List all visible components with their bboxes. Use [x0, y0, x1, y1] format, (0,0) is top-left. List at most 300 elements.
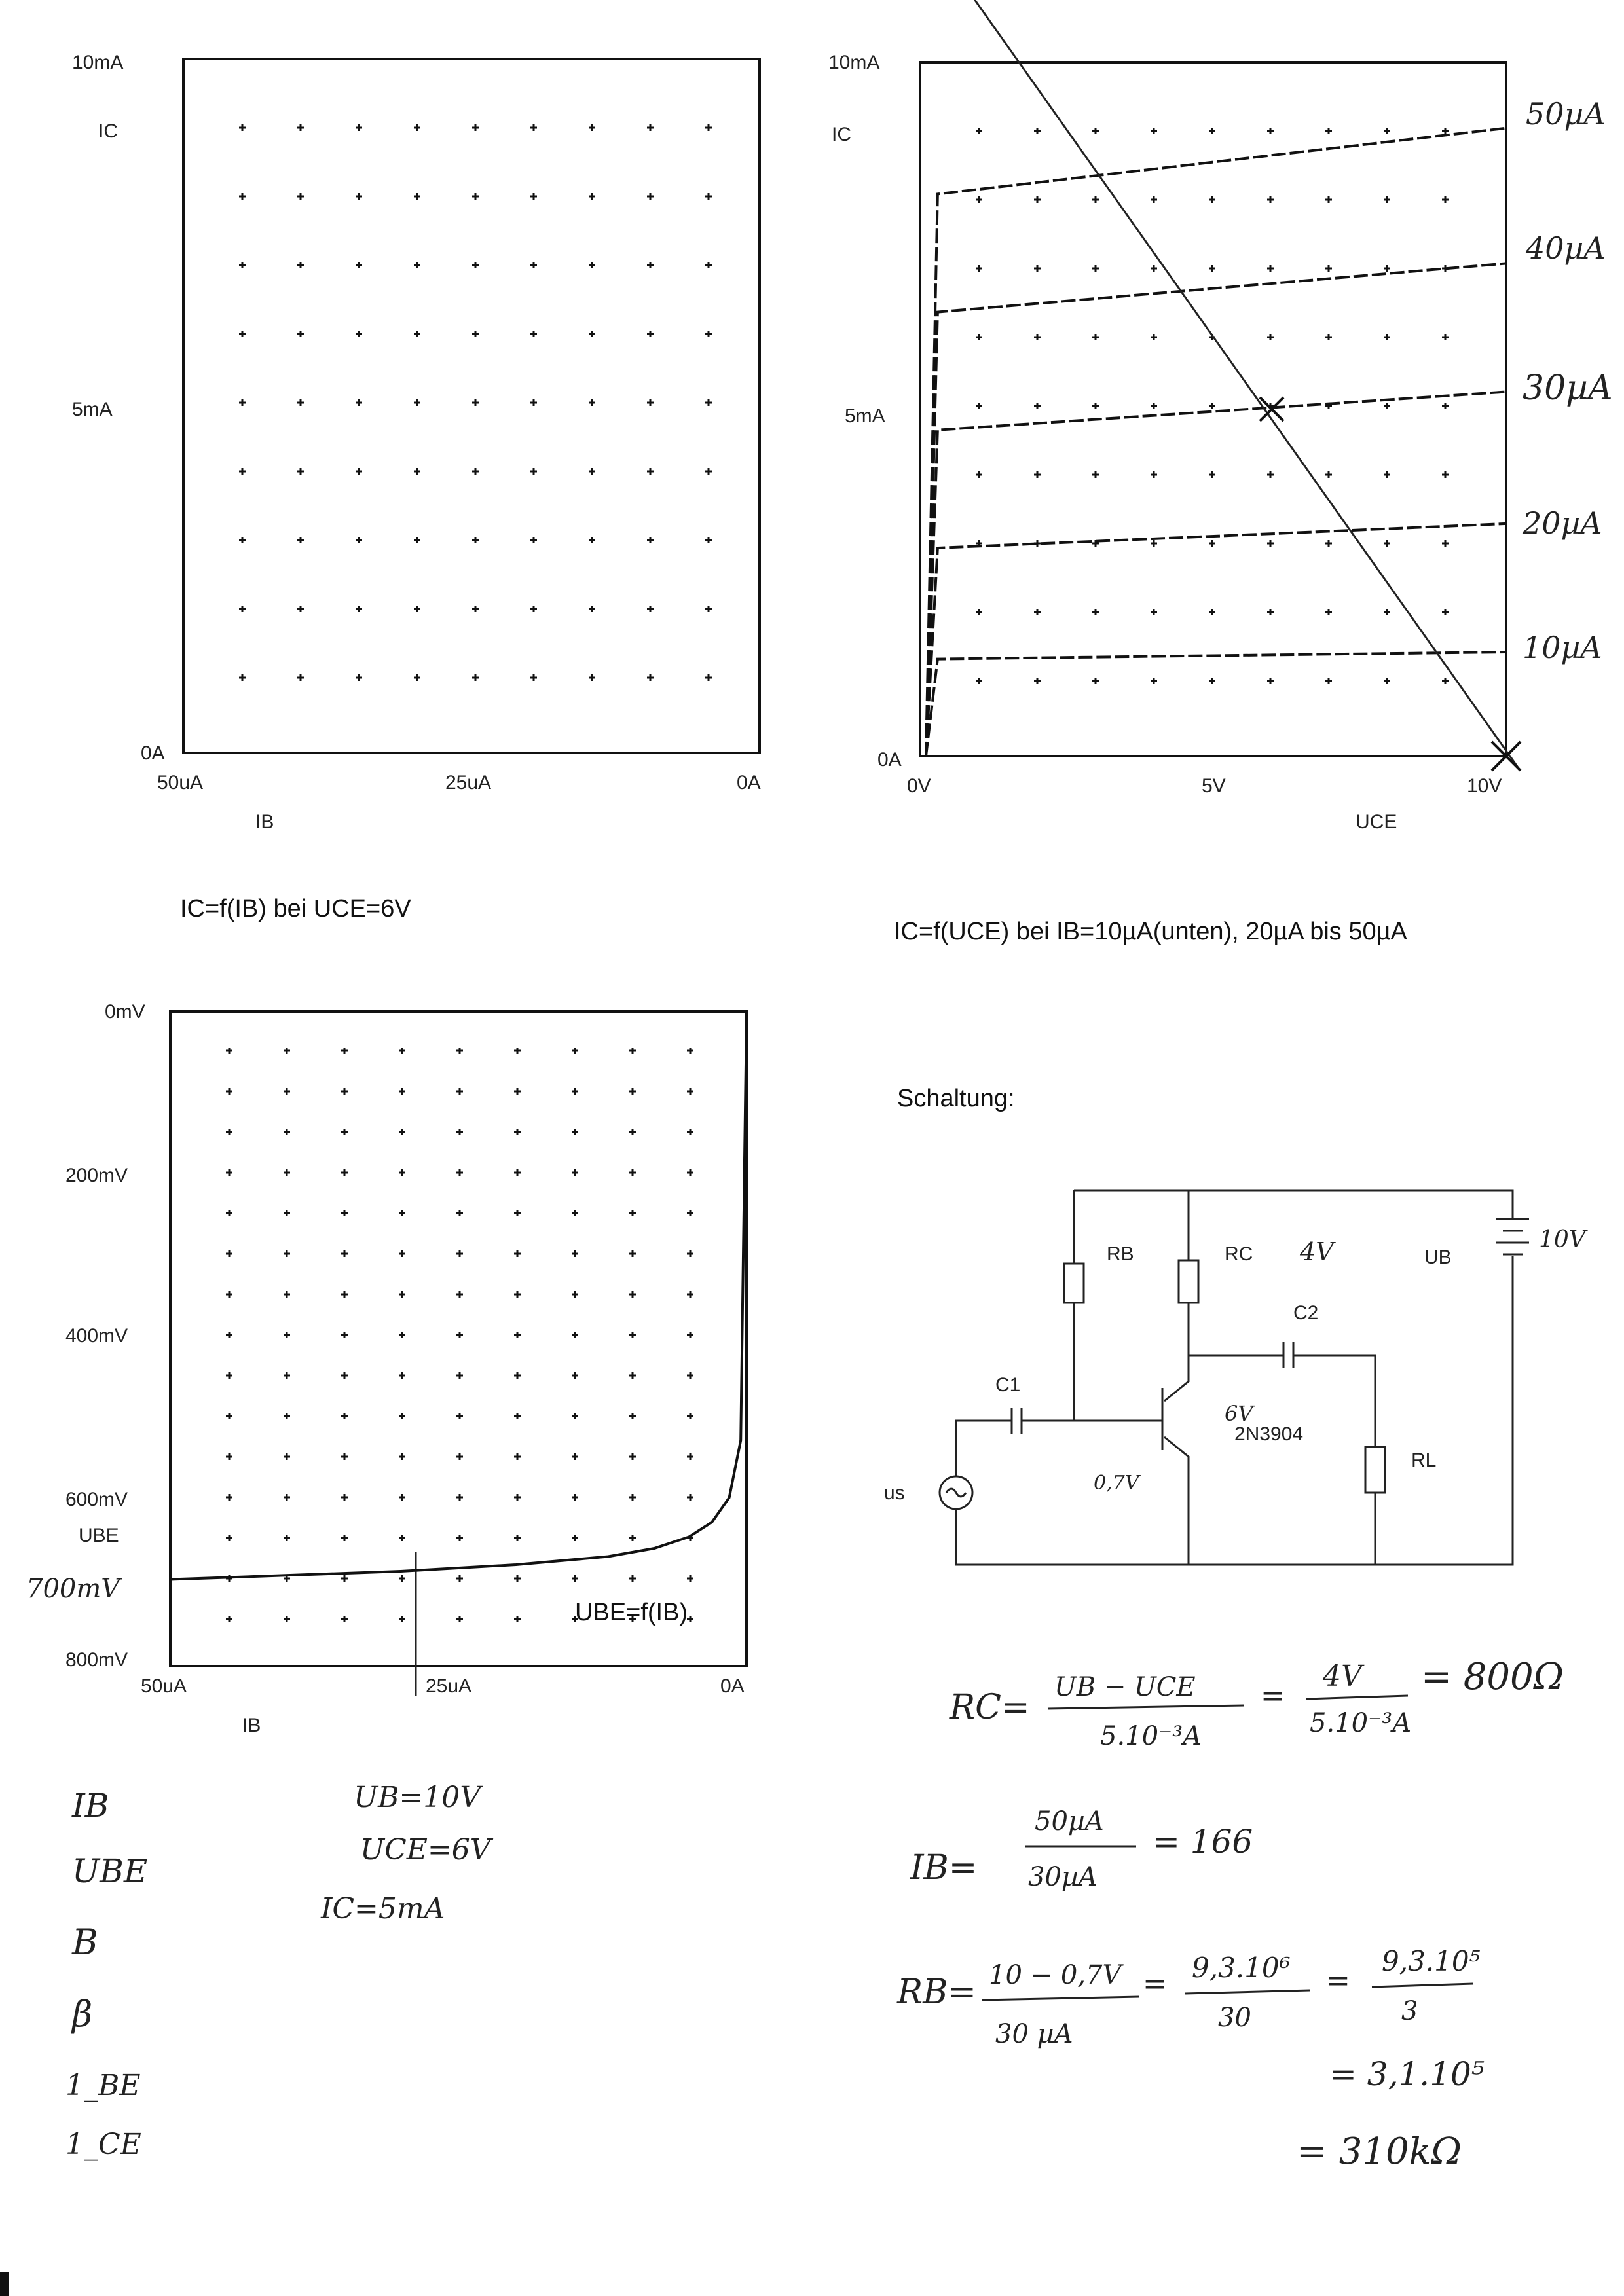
ib-calculation — [910, 1806, 1253, 1892]
grid-dot — [1092, 265, 1099, 272]
grid-dot — [356, 399, 362, 406]
curve-label-50ua: 50µA — [1526, 96, 1606, 132]
grid-dot — [399, 1210, 405, 1216]
capacitor-c1 — [1012, 1408, 1022, 1434]
grid-dot — [687, 1250, 693, 1257]
grid-dot — [284, 1129, 290, 1135]
grid-dot — [1151, 334, 1157, 340]
grid-dot — [1325, 678, 1332, 684]
grid-dot — [705, 537, 712, 543]
grid-dot — [1384, 196, 1390, 203]
resistor-rb — [1064, 1264, 1084, 1303]
grid-dot — [589, 399, 595, 406]
grid-dot — [399, 1535, 405, 1541]
grid-dot — [687, 1291, 693, 1298]
grid-dot — [647, 606, 654, 612]
grid-dot — [341, 1210, 348, 1216]
rb-step2-bar — [1185, 1990, 1310, 1994]
grid-dot — [514, 1332, 521, 1338]
grid-dot — [239, 537, 246, 543]
grid-dot — [589, 537, 595, 543]
chart-bl-ytick-600: 600mV — [65, 1489, 128, 1510]
grid-dot — [414, 606, 420, 612]
grid-dot — [284, 1250, 290, 1257]
ib-result: = 166 — [1153, 1823, 1253, 1861]
note-rc-voltage: 4V — [1300, 1237, 1334, 1266]
output-curve — [926, 128, 1506, 756]
grid-dot — [1267, 609, 1274, 615]
grid-dot — [284, 1413, 290, 1419]
note-ube: 0,7V — [1094, 1472, 1139, 1495]
grid-dot — [1151, 196, 1157, 203]
grid-dot — [629, 1250, 636, 1257]
grid-dot — [226, 1453, 232, 1460]
transistor-2n3904 — [1162, 1355, 1189, 1565]
grid-dot — [530, 537, 537, 543]
grid-dot — [341, 1616, 348, 1622]
grid-dot — [976, 403, 982, 409]
grid-dot — [399, 1453, 405, 1460]
grid-dot — [356, 674, 362, 681]
rb-result: = 310kΩ — [1297, 2130, 1462, 2173]
grid-dot — [226, 1616, 232, 1622]
grid-dot — [572, 1494, 578, 1501]
grid-dot — [1267, 196, 1274, 203]
grid-dot — [456, 1616, 463, 1622]
chart-tl-ytick-mid: 5mA — [72, 399, 113, 420]
given-ub: UB=10V — [354, 1781, 481, 1814]
grid-dot — [399, 1169, 405, 1176]
grid-dot — [1442, 196, 1449, 203]
grid-dot — [456, 1048, 463, 1054]
grid-dot — [341, 1169, 348, 1176]
label-us: us — [884, 1482, 905, 1504]
grid-dot — [226, 1088, 232, 1095]
grid-dot — [341, 1291, 348, 1298]
grid-dot — [297, 468, 304, 475]
chart-tl-grid — [239, 124, 712, 681]
grid-dot — [687, 1413, 693, 1419]
grid-dot — [1034, 128, 1041, 134]
grid-dot — [456, 1291, 463, 1298]
grid-dot — [399, 1291, 405, 1298]
rb-calculation — [896, 1945, 1485, 2173]
grid-dot — [629, 1494, 636, 1501]
grid-dot — [226, 1048, 232, 1054]
grid-dot — [1209, 609, 1215, 615]
grid-dot — [399, 1332, 405, 1338]
grid-dot — [356, 537, 362, 543]
grid-dot — [1384, 678, 1390, 684]
grid-dot — [1325, 609, 1332, 615]
grid-dot — [297, 399, 304, 406]
grid-dot — [976, 196, 982, 203]
grid-dot — [1325, 196, 1332, 203]
grid-dot — [1209, 128, 1215, 134]
rc-frac1-num: UB − UCE — [1054, 1672, 1196, 1702]
grid-dot — [341, 1129, 348, 1135]
chart-tr-xtick-mid: 5V — [1202, 775, 1226, 797]
label-rc: RC — [1225, 1243, 1253, 1265]
grid-dot — [572, 1048, 578, 1054]
grid-dot — [239, 606, 246, 612]
chart-tl-ytick-bottom: 0A — [141, 742, 165, 764]
chart-ic-uce — [828, 0, 1613, 945]
grid-dot — [399, 1372, 405, 1379]
grid-dot — [629, 1210, 636, 1216]
grid-dot — [1034, 678, 1041, 684]
grid-dot — [705, 331, 712, 337]
grid-dot — [687, 1169, 693, 1176]
output-curve — [926, 524, 1506, 756]
grid-dot — [1151, 471, 1157, 478]
grid-dot — [514, 1494, 521, 1501]
chart-tr-caption: IC=f(UCE) bei IB=10µA(unten), 20µA bis 50µA — [894, 918, 1407, 945]
grid-dot — [472, 537, 479, 543]
grid-dot — [341, 1413, 348, 1419]
grid-dot — [1151, 609, 1157, 615]
grid-dot — [399, 1088, 405, 1095]
grid-dot — [572, 1372, 578, 1379]
label-transistor: 2N3904 — [1234, 1423, 1304, 1445]
grid-dot — [1034, 196, 1041, 203]
grid-dot — [647, 331, 654, 337]
grid-dot — [341, 1494, 348, 1501]
grid-dot — [629, 1048, 636, 1054]
chart-tr-xtick-right: 10V — [1467, 775, 1502, 797]
grid-dot — [514, 1413, 521, 1419]
rc-frac1-bar — [1048, 1705, 1244, 1709]
rc-calculation — [949, 1656, 1564, 1751]
grid-dot — [226, 1535, 232, 1541]
ube-ib-curve — [170, 1015, 747, 1580]
chart-tl-xtick-left: 50uA — [157, 772, 204, 793]
note-ub-voltage: 10V — [1539, 1226, 1586, 1253]
grid-dot — [589, 606, 595, 612]
grid-dot — [687, 1453, 693, 1460]
grid-dot — [1034, 403, 1041, 409]
grid-dot — [456, 1210, 463, 1216]
grid-dot — [572, 1413, 578, 1419]
grid-dot — [239, 399, 246, 406]
grid-dot — [1442, 609, 1449, 615]
circuit-schematic — [884, 1085, 1589, 1565]
grid-dot — [1267, 265, 1274, 272]
rb-step3-bar — [1372, 1984, 1473, 1987]
grid-dot — [456, 1413, 463, 1419]
chart-bl-ytick-800: 800mV — [65, 1649, 128, 1671]
grid-dot — [414, 124, 420, 131]
grid-dot — [1092, 196, 1099, 203]
handwritten-givens — [320, 1781, 494, 1925]
grid-dot — [514, 1575, 521, 1582]
capacitor-c2 — [1283, 1342, 1293, 1368]
wire-rc-branch — [1189, 1190, 1375, 1565]
rb-num: 10 − 0,7V — [989, 1960, 1122, 1990]
grid-dot — [456, 1129, 463, 1135]
grid-dot — [629, 1291, 636, 1298]
grid-dot — [1209, 196, 1215, 203]
grid-dot — [399, 1129, 405, 1135]
grid-dot — [976, 678, 982, 684]
grid-dot — [399, 1048, 405, 1054]
grid-dot — [647, 537, 654, 543]
grid-dot — [1325, 265, 1332, 272]
grid-dot — [341, 1250, 348, 1257]
rb-step2-den: 30 — [1218, 2003, 1251, 2033]
grid-dot — [456, 1088, 463, 1095]
given-ic: IC=5mA — [321, 1892, 445, 1925]
grid-dot — [1034, 265, 1041, 272]
given-uce: UCE=6V — [360, 1833, 491, 1867]
label-c1: C1 — [995, 1374, 1021, 1396]
grid-dot — [705, 399, 712, 406]
grid-dot — [284, 1494, 290, 1501]
grid-dot — [589, 331, 595, 337]
grid-dot — [1325, 334, 1332, 340]
grid-dot — [341, 1535, 348, 1541]
grid-dot — [1034, 334, 1041, 340]
chart-ube-ib — [26, 1001, 747, 1736]
rc-eq1: = — [1261, 1679, 1285, 1713]
grid-dot — [1092, 403, 1099, 409]
wire-top-rail — [1074, 1190, 1513, 1211]
grid-dot — [514, 1535, 521, 1541]
grid-dot — [514, 1453, 521, 1460]
scan-corner-mark — [0, 2272, 9, 2296]
grid-dot — [514, 1291, 521, 1298]
grid-dot — [456, 1494, 463, 1501]
grid-dot — [530, 193, 537, 200]
chart-tl-caption: IC=f(IB) bei UCE=6V — [180, 895, 411, 922]
grid-dot — [456, 1535, 463, 1541]
list-b: B — [72, 1922, 98, 1963]
grid-dot — [572, 1453, 578, 1460]
grid-dot — [530, 606, 537, 612]
grid-dot — [297, 537, 304, 543]
chart-bl-xlabel: IB — [242, 1715, 261, 1736]
rc-result: = 800Ω — [1421, 1656, 1564, 1698]
grid-dot — [514, 1129, 521, 1135]
rc-lhs: RC= — [950, 1688, 1030, 1727]
chart-tr-ylabel: IC — [832, 124, 851, 145]
rb-eq2: = — [1326, 1964, 1350, 1997]
grid-dot — [976, 128, 982, 134]
grid-dot — [976, 265, 982, 272]
grid-dot — [589, 262, 595, 268]
ib-den: 30µA — [1028, 1862, 1098, 1892]
grid-dot — [705, 674, 712, 681]
grid-dot — [530, 262, 537, 268]
grid-dot — [705, 193, 712, 200]
grid-dot — [284, 1210, 290, 1216]
chart-ic-ib — [72, 52, 761, 922]
grid-dot — [284, 1088, 290, 1095]
grid-dot — [472, 262, 479, 268]
grid-dot — [456, 1372, 463, 1379]
grid-dot — [1384, 403, 1390, 409]
grid-dot — [1442, 540, 1449, 547]
chart-tl-frame — [183, 59, 760, 753]
grid-dot — [647, 124, 654, 131]
grid-dot — [414, 331, 420, 337]
chart-bl-ytick-200: 200mV — [65, 1165, 128, 1186]
chart-bl-xtick-left: 50uA — [141, 1675, 187, 1697]
chart-tr-xlabel: UCE — [1356, 811, 1397, 833]
grid-dot — [297, 606, 304, 612]
grid-dot — [226, 1291, 232, 1298]
grid-dot — [687, 1616, 693, 1622]
grid-dot — [1267, 128, 1274, 134]
grid-dot — [1209, 265, 1215, 272]
grid-dot — [226, 1494, 232, 1501]
grid-dot — [1442, 471, 1449, 478]
chart-bl-xtick-right: 0A — [720, 1675, 745, 1697]
chart-tr-curves — [926, 0, 1521, 771]
grid-dot — [284, 1535, 290, 1541]
grid-dot — [1209, 540, 1215, 547]
grid-dot — [1151, 128, 1157, 134]
grid-dot — [514, 1048, 521, 1054]
grid-dot — [1151, 403, 1157, 409]
grid-dot — [226, 1250, 232, 1257]
grid-dot — [1384, 609, 1390, 615]
grid-dot — [1384, 128, 1390, 134]
grid-dot — [589, 674, 595, 681]
grid-dot — [1151, 265, 1157, 272]
grid-dot — [1384, 540, 1390, 547]
grid-dot — [341, 1372, 348, 1379]
rc-frac2-bar — [1306, 1696, 1408, 1699]
grid-dot — [226, 1372, 232, 1379]
grid-dot — [1384, 471, 1390, 478]
grid-dot — [514, 1250, 521, 1257]
grid-dot — [284, 1169, 290, 1176]
grid-dot — [472, 124, 479, 131]
list-1-be: 1_BE — [65, 2069, 141, 2102]
grid-dot — [1092, 609, 1099, 615]
grid-dot — [472, 468, 479, 475]
curve-label-10ua: 10µA — [1522, 630, 1602, 665]
grid-dot — [1209, 403, 1215, 409]
output-curve — [926, 263, 1506, 756]
grid-dot — [705, 124, 712, 131]
grid-dot — [341, 1088, 348, 1095]
grid-dot — [1034, 471, 1041, 478]
grid-dot — [687, 1494, 693, 1501]
grid-dot — [514, 1210, 521, 1216]
grid-dot — [514, 1088, 521, 1095]
grid-dot — [705, 262, 712, 268]
grid-dot — [414, 399, 420, 406]
grid-dot — [530, 468, 537, 475]
grid-dot — [572, 1535, 578, 1541]
grid-dot — [226, 1129, 232, 1135]
grid-dot — [572, 1575, 578, 1582]
list-ube: UBE — [72, 1852, 148, 1890]
grid-dot — [705, 468, 712, 475]
grid-dot — [297, 331, 304, 337]
rb-step3-den: 3 — [1401, 1996, 1418, 2026]
grid-dot — [284, 1453, 290, 1460]
grid-dot — [530, 124, 537, 131]
grid-dot — [647, 193, 654, 200]
grid-dot — [1151, 540, 1157, 547]
ib-num: 50µA — [1035, 1806, 1104, 1836]
grid-dot — [629, 1413, 636, 1419]
grid-dot — [414, 193, 420, 200]
handwritten-left-list — [65, 1787, 147, 2161]
battery-ub — [1375, 1211, 1529, 1565]
resistor-rl — [1365, 1447, 1385, 1493]
grid-dot — [399, 1413, 405, 1419]
output-curve — [926, 652, 1506, 756]
grid-dot — [456, 1169, 463, 1176]
rb-step4: = 3,1.10⁵ — [1329, 2055, 1485, 2093]
grid-dot — [341, 1332, 348, 1338]
grid-dot — [629, 1372, 636, 1379]
grid-dot — [647, 468, 654, 475]
rc-frac2-num: 4V — [1323, 1660, 1362, 1693]
grid-dot — [356, 606, 362, 612]
grid-dot — [341, 1048, 348, 1054]
grid-dot — [456, 1453, 463, 1460]
grid-dot — [530, 399, 537, 406]
grid-dot — [414, 537, 420, 543]
grid-dot — [297, 262, 304, 268]
grid-dot — [687, 1210, 693, 1216]
label-rl: RL — [1411, 1449, 1437, 1471]
grid-dot — [239, 262, 246, 268]
grid-dot — [414, 262, 420, 268]
grid-dot — [1151, 678, 1157, 684]
grid-dot — [284, 1291, 290, 1298]
chart-bl-ytick-400: 400mV — [65, 1325, 128, 1347]
chart-bl-curve-label: UBE=f(IB) — [575, 1599, 688, 1626]
list-beta: β — [72, 1994, 93, 2035]
grid-dot — [687, 1332, 693, 1338]
grid-dot — [1442, 678, 1449, 684]
curve-label-30ua: 30µA — [1522, 369, 1613, 408]
chart-bl-ytick-0: 0mV — [105, 1001, 145, 1023]
grid-dot — [284, 1372, 290, 1379]
grid-dot — [472, 399, 479, 406]
rc-frac2-den: 5.10⁻³A — [1310, 1708, 1412, 1738]
chart-tl-xlabel: IB — [255, 811, 274, 833]
grid-dot — [226, 1169, 232, 1176]
grid-dot — [589, 468, 595, 475]
grid-dot — [472, 331, 479, 337]
chart-tl-xtick-right: 0A — [737, 772, 761, 793]
grid-dot — [226, 1332, 232, 1338]
grid-dot — [514, 1372, 521, 1379]
grid-dot — [589, 124, 595, 131]
grid-dot — [1209, 678, 1215, 684]
grid-dot — [1092, 678, 1099, 684]
grid-dot — [284, 1332, 290, 1338]
grid-dot — [1209, 471, 1215, 478]
chart-tr-ytick-bottom: 0A — [877, 749, 902, 771]
grid-dot — [705, 606, 712, 612]
grid-dot — [472, 674, 479, 681]
grid-dot — [1325, 128, 1332, 134]
grid-dot — [399, 1575, 405, 1582]
grid-dot — [629, 1129, 636, 1135]
grid-dot — [239, 193, 246, 200]
grid-dot — [572, 1250, 578, 1257]
grid-dot — [687, 1372, 693, 1379]
grid-dot — [687, 1048, 693, 1054]
